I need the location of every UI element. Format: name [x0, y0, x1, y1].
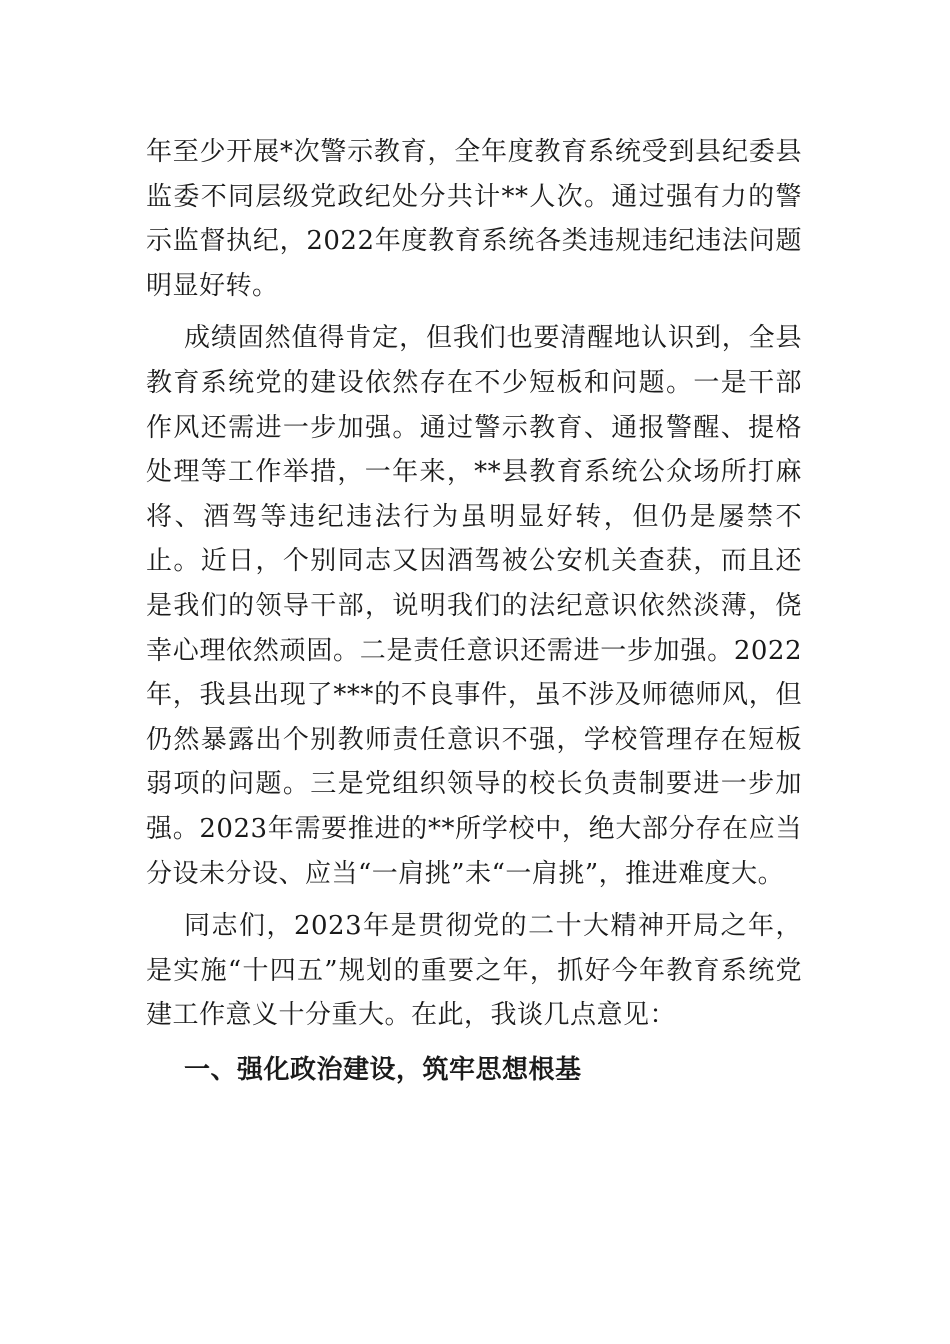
section-heading: 一、强化政治建设，筑牢思想根基 — [184, 1054, 582, 1085]
document-body — [146, 130, 802, 1092]
paragraph-opinions-intro: 同志们，2023年是贯彻党的二十大精神开局之年，是实施“十四五”规划的重要之年，抓好今年教育系统党建工作意义十分重大。在此，我谈几点意见： — [146, 911, 802, 1031]
paragraph-continuation: 年至少开展*次警示教育，全年度教育系统受到县纪委县监委不同层级党政纪处分共计**人次。通过强有力的警示监督执纪，2022年度教育系统各类违规违纪违法问题明显好转。 — [146, 137, 802, 301]
paragraph-problems: 成绩固然值得肯定，但我们也要清醒地认识到，全县教育系统党的建设依然存在不少短板和问题。一是干部作风还需进一步加强。通过警示教育、通报警醒、提格处理等工作举措，一年来，**县教育系统公众场所打麻将、酒驾等违纪违法行为虽明显好转，但仍是屡禁不止。近日，个别同志又因酒驾被公安机关查获，而且还是我们的领导干部，说明我们的法纪意识依然淡薄，侥幸心理依然顽固。二是责任意识还需进一步加强。2022年，我县出现了***的不良事件，虽不涉及师德师风，但仍然暴露出个别教师责任意识不强，学校管理存在短板弱项的问题。三是党组织领导的校长负责制要进一步加强。2023年需要推进的**所学校中，绝大部分存在应当分设未分设、应当“一肩挑”未“一肩挑”，推进难度大。 — [146, 323, 802, 889]
